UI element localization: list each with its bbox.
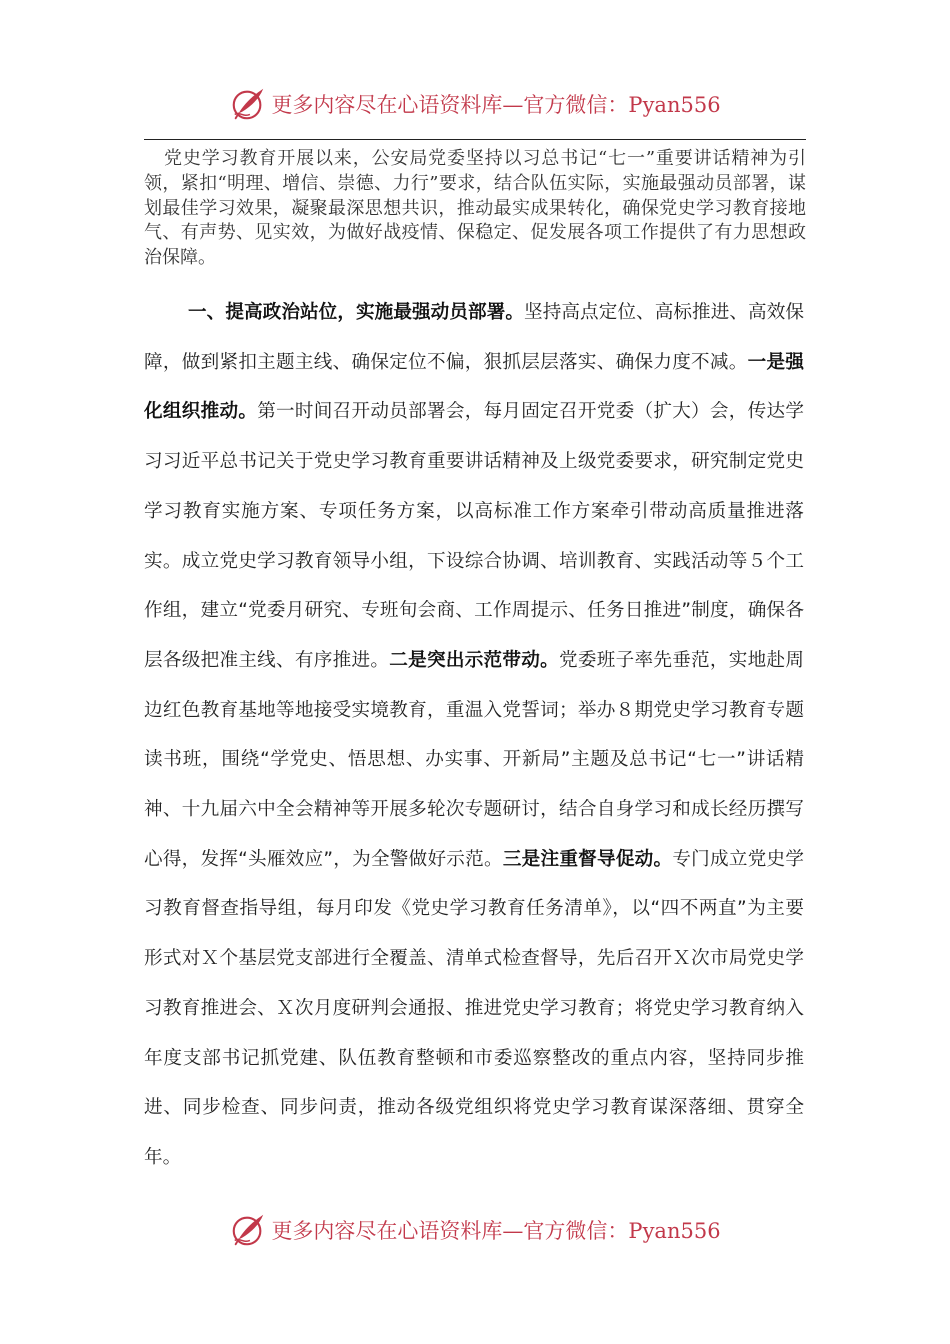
intro-paragraph: 党史学习教育开展以来，公安局党委坚持以习总书记“七一”重要讲话精神为引领，紧扣“明理、增信、崇德、力行”要求，结合队伍实际，实施最强动员部署，谋划最佳学习效果，凝聚最深思想共识，推动最实成果转化，确保党史学习教育接地气、有声势、见实效，为做好战疫情、保稳定、促发展各项工作提供了有力思想政治保障。 xyxy=(144,148,806,269)
item3-text: 专门成立党史学习教育督查指导组，每月印发《党史学习教育任务清单》，以“四不两直”为主要形式对Ｘ个基层党支部进行全覆盖、清单式检查督导，先后召开Ｘ次市局党史学习教育推进会、Ｘ次月度研判会通报、推进党史学习教育；将党史学习教育纳入年度支部书记抓党建、队伍教育整顿和市委巡察整改的重点内容，坚持同步推进、同步检查、同步问责，推动各级党组织将党史学习教育谋深落细、贯穿全年。 xyxy=(144,848,804,1168)
quill-pen-logo-icon xyxy=(229,1211,267,1249)
footer-banner xyxy=(0,1210,950,1250)
quill-pen-logo-icon xyxy=(229,85,267,123)
item1-text: 第一时间召开动员部署会，每月固定召开党委（扩大）会，传达学习习近平总书记关于党史学习教育重要讲话精神及上级党委要求，研究制定党史学习教育实施方案、专项任务方案，以高标准工作方案牵引带动高质量推进落实。成立党史学习教育领导小组，下设综合协调、培训教育、实践活动等５个工作组，建立“党委月研究、专班旬会商、工作周提示、任务日推进”制度，确保各层各级把准主线、有序推进。 xyxy=(144,401,804,671)
item3-label: 三是注重督导促动。 xyxy=(502,848,673,870)
header-banner xyxy=(0,84,950,124)
section-lead: 坚持高点定位、高标推进、高效保障，做到紧扣主题主线、确保定位不偏，狠抓层层落实、确保力度不减。 xyxy=(144,302,804,373)
item1-label: 一是强化组织推动。 xyxy=(144,351,804,423)
item2-label: 二是突出示范带动。 xyxy=(389,649,560,671)
section-paragraph xyxy=(144,288,804,1183)
header-divider xyxy=(144,139,806,140)
section-heading: 一、提高政治站位，实施最强动员部署。 xyxy=(188,302,525,323)
item2-text: 党委班子率先垂范，实地赴周边红色教育基地等地接受实境教育，重温入党誓词；举办８期党史学习教育专题读书班，围绕“学党史、悟思想、办实事、开新局”主题及总书记“七一”讲话精神、十九届六中全会精神等开展多轮次专题研讨，结合自身学习和成长经历撰写心得，发挥“头雁效应”，为全警做好示范。 xyxy=(144,649,804,870)
banner-text-footer: 更多内容尽在心语资料库—官方微信：Pyan556 xyxy=(271,1219,721,1243)
banner-text: 更多内容尽在心语资料库—官方微信：Pyan556 xyxy=(271,93,721,117)
